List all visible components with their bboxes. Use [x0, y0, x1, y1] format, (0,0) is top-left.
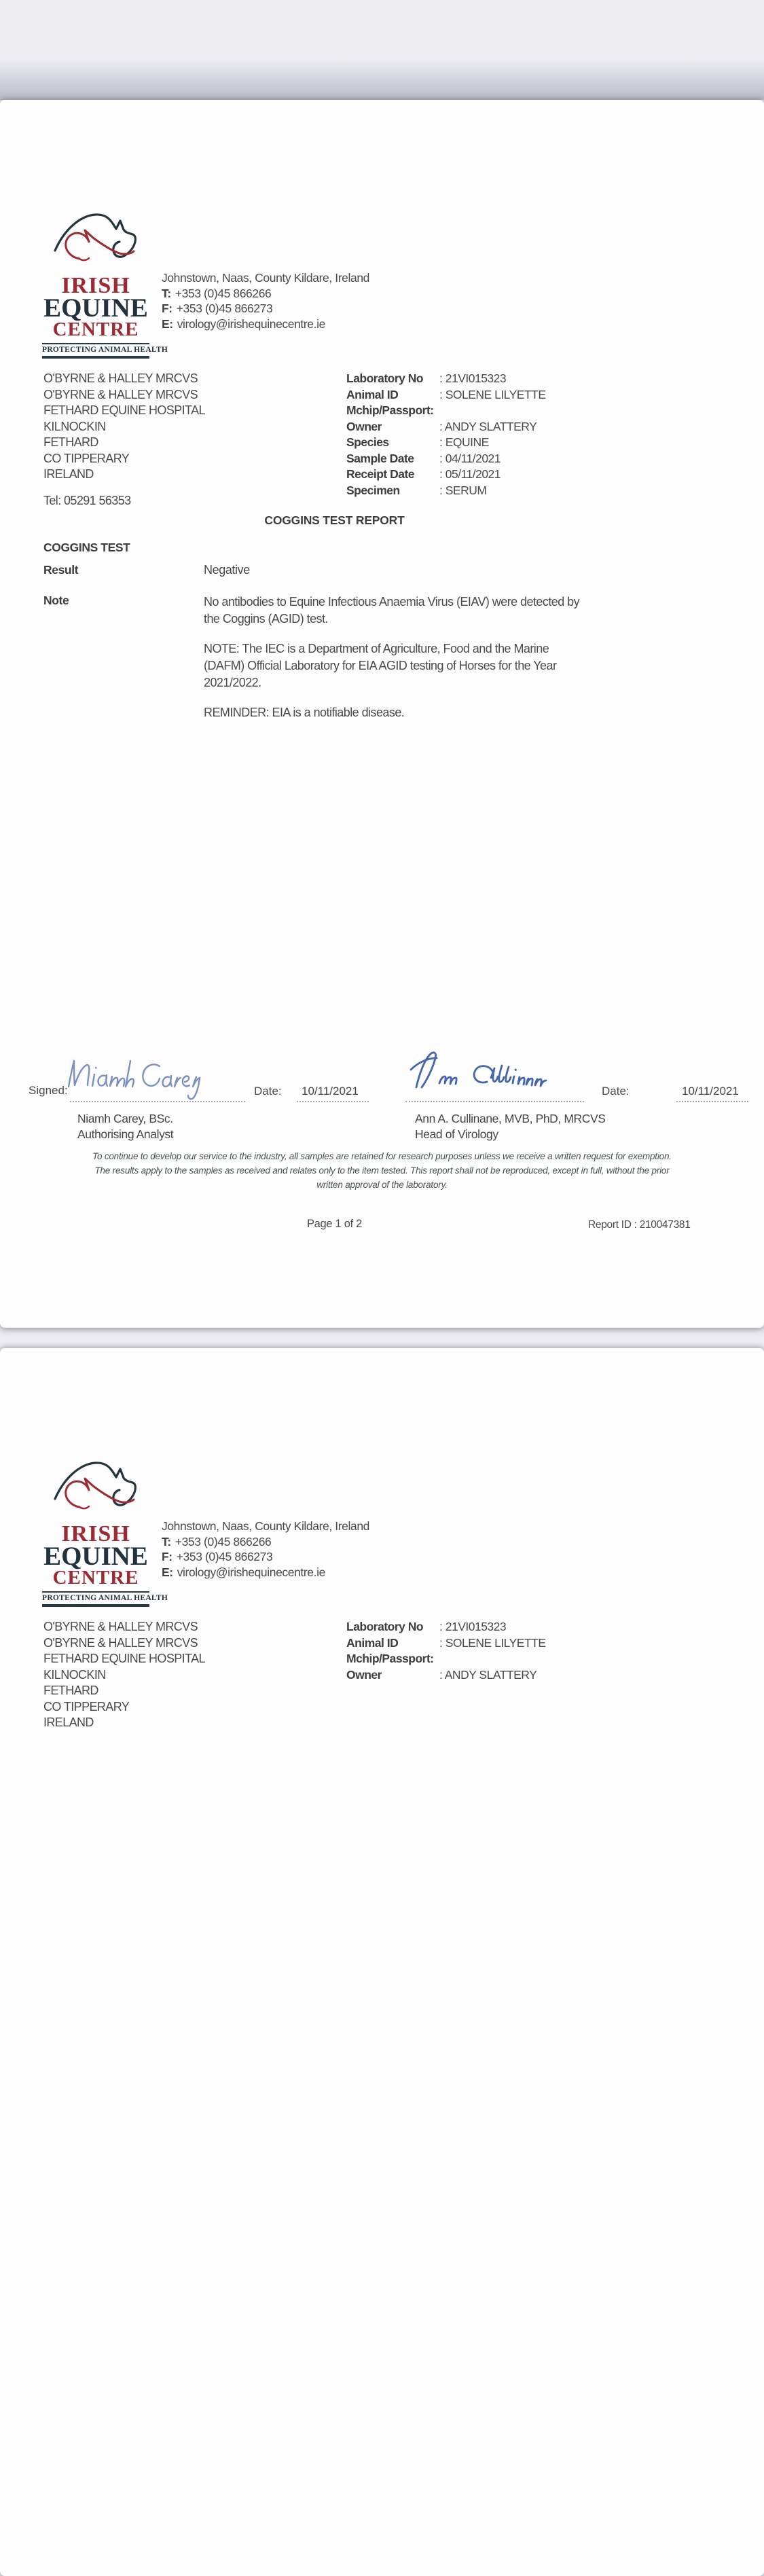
- client-address-block: [43, 1619, 205, 1731]
- lab-email-line: E: virology@irishequinecentre.ie: [162, 316, 325, 331]
- client-address-line: FETHARD EQUINE HOSPITAL: [43, 403, 205, 417]
- logo-rule: [42, 1604, 149, 1607]
- client-address-line: CO TIPPERARY: [43, 1699, 130, 1713]
- client-address-block: [43, 371, 205, 483]
- lab-fax-line: F: +353 (0)45 866273: [162, 1550, 273, 1563]
- sample-info-row: [346, 467, 546, 483]
- sample-label: Receipt Date: [346, 467, 415, 481]
- sample-label: Animal ID: [346, 1635, 399, 1650]
- logo-tagline: PROTECTING ANIMAL HEALTH: [42, 346, 168, 354]
- section-heading: COGGINS TEST: [43, 541, 130, 554]
- sample-info-row: [346, 435, 546, 451]
- signed-label: Signed:: [29, 1084, 68, 1097]
- sample-label: Owner: [346, 1667, 382, 1682]
- sample-label: Animal ID: [346, 387, 399, 401]
- client-address-line: IRELAND: [43, 1716, 94, 1729]
- sample-value: : 05/11/2021: [439, 467, 501, 481]
- sample-info-row: [346, 387, 546, 403]
- signer-title: Authorising Analyst: [77, 1127, 174, 1141]
- sample-info-row: [346, 371, 546, 387]
- lab-phone-line: T: +353 (0)45 866266: [162, 286, 272, 300]
- disclaimer-line: To continue to develop our service to the industry, all samples are retained for research purposes unless we receive a written request for exemption.: [92, 1151, 672, 1161]
- date-value: 10/11/2021: [302, 1085, 359, 1097]
- sample-label: Sample Date: [346, 451, 414, 465]
- client-address-line: FETHARD: [43, 435, 98, 449]
- note-paragraph: [204, 704, 579, 721]
- disclaimer-line: written approval of the laboratory.: [316, 1180, 448, 1190]
- client-address-line: O'BYRNE & HALLEY MRCVS: [43, 371, 198, 385]
- logo-word-equine: EQUINE: [43, 1542, 148, 1571]
- disclaimer-block: [0, 1149, 764, 1192]
- logo-rule: [42, 356, 149, 359]
- signature-line: [70, 1101, 245, 1102]
- sample-info-row: [346, 451, 546, 467]
- result-value: Negative: [204, 563, 250, 577]
- sample-value: : 21VI015323: [439, 371, 507, 385]
- horse-logo-icon: [51, 208, 141, 266]
- lab-fax-line: F: +353 (0)45 866273: [162, 302, 273, 315]
- note-line: NOTE: The IEC is a Department of Agriculture, Food and the Marine: [204, 642, 549, 655]
- sample-label: Mchip/Passport:: [346, 1652, 434, 1665]
- lab-address-line: Johnstown, Naas, County Kildare, Ireland: [162, 271, 369, 285]
- lab-address-line: Johnstown, Naas, County Kildare, Ireland: [162, 1519, 369, 1533]
- lab-email-line: E: virology@irishequinecentre.ie: [162, 1565, 325, 1579]
- irish-equine-centre-logo: [42, 208, 168, 359]
- signer-name: Niamh Carey, BSc.: [77, 1112, 173, 1125]
- irish-equine-centre-logo: [42, 1457, 168, 1607]
- client-address-line: O'BYRNE & HALLEY MRCVS: [43, 387, 198, 401]
- report-id: Report ID : 210047381: [588, 1219, 691, 1231]
- sample-info-row: [346, 1667, 546, 1684]
- sample-value: : SERUM: [439, 483, 487, 497]
- sample-label: Owner: [346, 419, 382, 433]
- sample-label: Laboratory No: [346, 371, 424, 385]
- logo-word-centre: CENTRE: [52, 1567, 139, 1589]
- horse-logo-icon: [51, 1457, 141, 1514]
- client-address-line: KILNOCKIN: [43, 419, 106, 433]
- report-page-1[interactable]: [0, 100, 764, 1328]
- sample-value: : SOLENE LILYETTE: [439, 1635, 546, 1650]
- date-line: [297, 1101, 369, 1102]
- date-label: Date:: [254, 1085, 282, 1097]
- note-line: (DAFM) Official Laboratory for EIA AGID testing of Horses for the Year: [204, 659, 557, 672]
- sample-info-row: [346, 483, 546, 499]
- logo-word-irish: IRISH: [61, 273, 130, 298]
- client-address-line: CO TIPPERARY: [43, 451, 130, 465]
- sample-info-block: [346, 1619, 546, 1683]
- note-block: [204, 594, 579, 734]
- lab-phone-line: T: +353 (0)45 866266: [162, 1534, 272, 1548]
- sample-value: : 21VI015323: [439, 1620, 507, 1633]
- signer-left-block: [77, 1111, 173, 1142]
- top-band-shadow: [0, 60, 764, 100]
- sample-label: Laboratory No: [346, 1620, 424, 1633]
- signer-name: Ann A. Cullinane, MVB, PhD, MRCVS: [415, 1112, 606, 1125]
- note-paragraph: [204, 594, 579, 628]
- page-number: Page 1 of 2: [306, 1218, 363, 1230]
- signature-line: [405, 1101, 584, 1102]
- date-value: 10/11/2021: [682, 1085, 739, 1097]
- client-telephone: Tel: 05291 56353: [43, 494, 131, 507]
- sample-value: : EQUINE: [439, 435, 489, 449]
- note-line: No antibodies to Equine Infectious Anaemia Virus (EIAV) were detected by: [204, 595, 580, 609]
- client-address-line: O'BYRNE & HALLEY MRCVS: [43, 1620, 198, 1633]
- sample-info-row: [346, 1635, 546, 1652]
- sample-label: Species: [346, 435, 389, 449]
- client-address-line: IRELAND: [43, 467, 94, 481]
- signer-right-block: [415, 1111, 606, 1142]
- sample-info-row: [346, 403, 546, 419]
- sample-value: : ANDY SLATTERY: [439, 419, 537, 433]
- logo-word-centre: CENTRE: [52, 319, 139, 340]
- logo-word-equine: EQUINE: [43, 293, 148, 323]
- client-address-line: FETHARD EQUINE HOSPITAL: [43, 1652, 205, 1665]
- sample-value: : SOLENE LILYETTE: [439, 387, 546, 401]
- sample-info-row: [346, 1651, 546, 1667]
- note-line: 2021/2022.: [204, 676, 261, 689]
- lab-contact-block: [162, 270, 369, 331]
- report-page-2[interactable]: [0, 1348, 764, 2576]
- logo-tagline: PROTECTING ANIMAL HEALTH: [42, 1594, 168, 1602]
- sample-value: : ANDY SLATTERY: [439, 1667, 537, 1682]
- sample-info-row: [346, 419, 546, 435]
- logo-word-irish: IRISH: [61, 1521, 130, 1546]
- sample-value: : 04/11/2021: [439, 451, 501, 465]
- lab-contact-block: [162, 1519, 369, 1580]
- date-label: Date:: [602, 1085, 630, 1097]
- date-line: [676, 1101, 748, 1102]
- note-line: REMINDER: EIA is a notifiable disease.: [204, 706, 405, 719]
- signer-title: Head of Virology: [415, 1127, 498, 1141]
- result-label: Result: [43, 563, 79, 577]
- client-address-line: FETHARD: [43, 1684, 98, 1697]
- note-line: the Coggins (AGID) test.: [204, 612, 328, 625]
- sample-info-block: [346, 371, 546, 498]
- client-address-line: O'BYRNE & HALLEY MRCVS: [43, 1635, 198, 1650]
- sample-label: Mchip/Passport:: [346, 403, 434, 417]
- client-address-line: KILNOCKIN: [43, 1667, 106, 1682]
- report-title: COGGINS TEST REPORT: [264, 513, 405, 527]
- ann-cullinane-signature-icon: [405, 1048, 602, 1102]
- note-paragraph: [204, 640, 579, 691]
- note-label: Note: [43, 594, 69, 607]
- niamh-carey-signature-icon: [65, 1054, 244, 1103]
- sample-label: Specimen: [346, 483, 400, 497]
- sample-info-row: [346, 1619, 546, 1635]
- disclaimer-line: The results apply to the samples as received and relates only to the item tested. This report shall not be reproduced, except in full, without the prior: [94, 1165, 670, 1176]
